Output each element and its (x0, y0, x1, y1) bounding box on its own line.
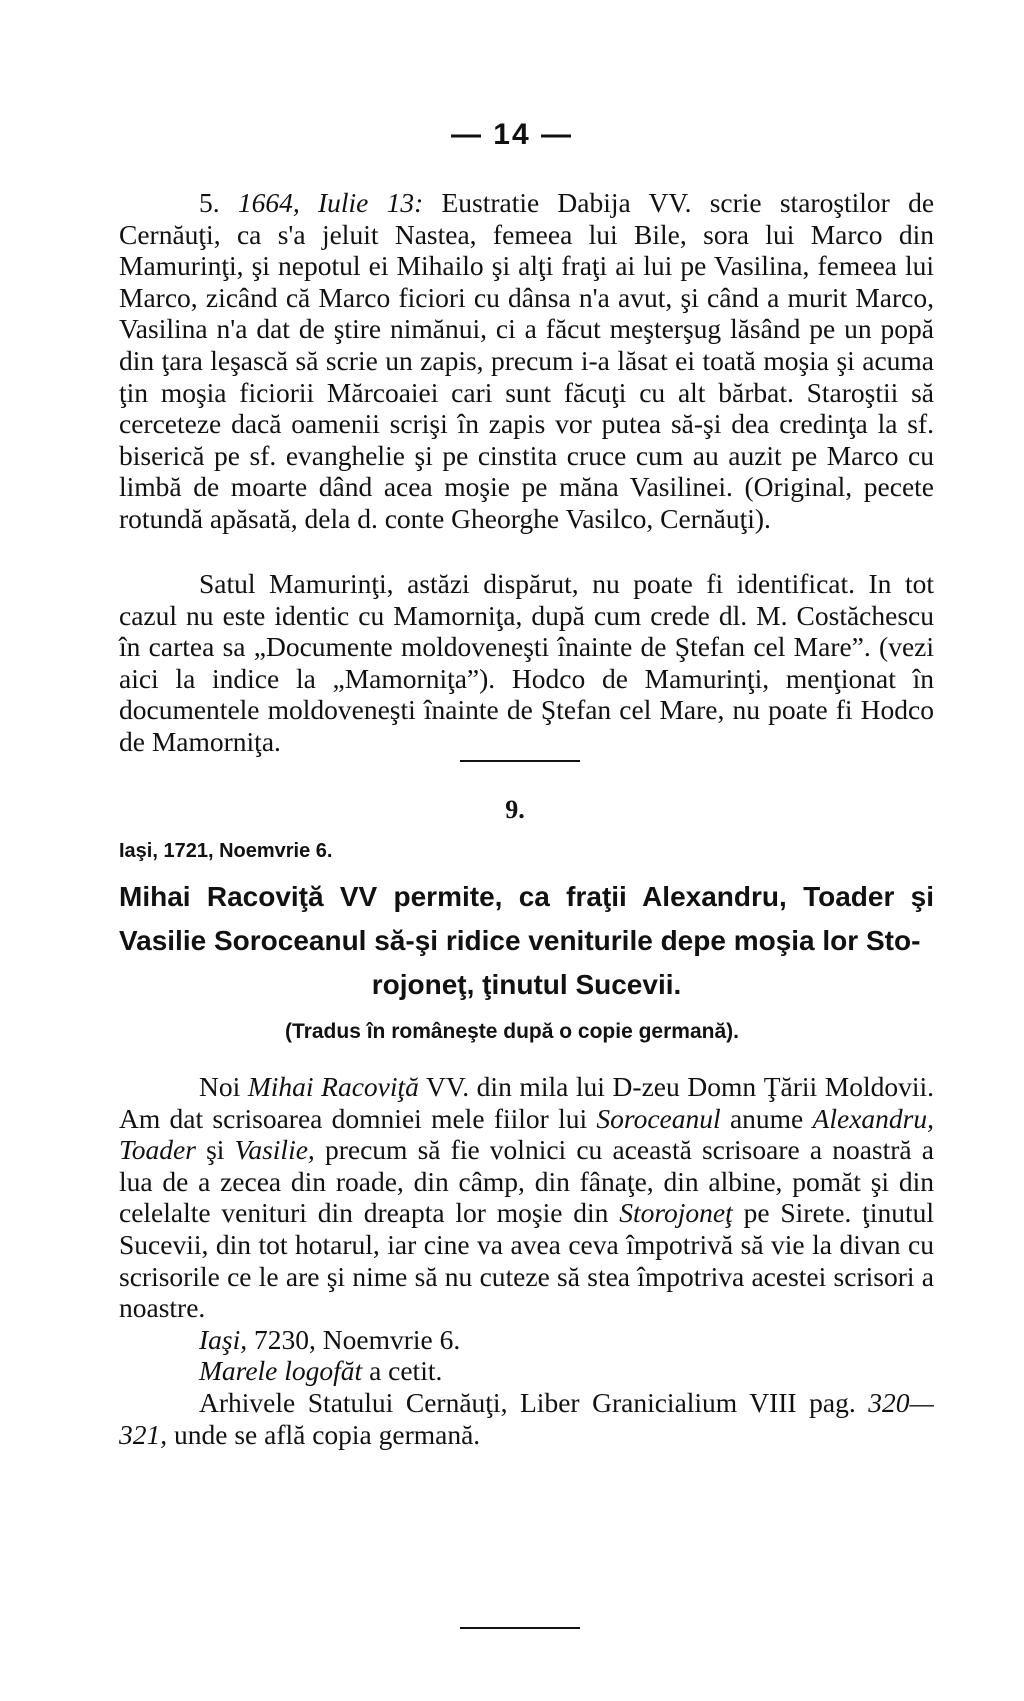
source-text-1: Arhivele Statului Cernăuţi, Liber Granicialium VIII pag. (199, 1386, 869, 1418)
note-5-number: 5. (199, 187, 220, 218)
body-text-2: VV. din mila lui D-zeu Domn Ţării Moldovii. Am dat scrisoarea domniei mele fiilor lui (119, 1071, 934, 1134)
document-title-main: Mihai Racoviţă VV permite, ca fraţii Alexandru, Toader şi Vasilie Soroceanul să-şi ridice veniturile depe moşia lor Sto- (119, 881, 934, 956)
source-pages: 320—321, (119, 1386, 934, 1450)
body-name-vasilie: Vasilie, (234, 1134, 315, 1166)
note-5-paragraph (119, 187, 934, 535)
document-body (119, 1071, 934, 1450)
body-name-voevod: Mihai Racoviţă (247, 1071, 419, 1102)
commentary-text: Satul Mamurinţi, astăzi dispărut, nu poate fi identificat. In tot cazul nu este identic cu Mamorniţa, după cum crede dl. M. Costăchescu în cartea sa „Documente moldoveneşti înainte de Ştefan cel Mare”. (vezi aici la indice la „Mamorniţa”). Hodco de Mamurinţi, menţionat în documentele moldoveneşti înainte de Ştefan cel Mare, nu poate fi Hodco de Mamorniţa. (119, 568, 934, 757)
body-name-alexandru-toader: Alexandru, Toader (119, 1102, 934, 1166)
note-5-date: 1664, Iulie 13: (237, 187, 424, 218)
body-text-5: precum să fie volnici cu această scrisoare a noastră a lua de a zecea din roade, din câmp, din fânaţe, din albine, pomăt şi din celelalte venituri din dreapta lor moşie din (119, 1134, 934, 1229)
document-body-paragraph (119, 1071, 934, 1324)
end-rule (460, 1627, 580, 1629)
body-place-storojonet: Storojoneţ (619, 1197, 733, 1229)
closing-place-date (119, 1324, 934, 1356)
body-text-1: Noi (199, 1071, 248, 1102)
body-text-3: anume (720, 1102, 813, 1134)
translation-note: (Tradus în româneşte după o copie germană). (285, 1020, 739, 1043)
document-place-date: Iaşi, 1721, Noemvrie 6. (119, 840, 333, 862)
source-text-2: unde se află copia germană. (167, 1418, 481, 1450)
separator-rule (460, 760, 580, 762)
logofat-title: Marele logofăt (199, 1355, 363, 1387)
body-text-6: pe Sirete. ţinutul Sucevii, din tot hotarul, iar cine va avea ceva împotrivă să vie la divan cu scrisorile ce le are şi nime să nu cuteze să stea împotriva acestei scrisori a noastre. (119, 1197, 934, 1324)
document-number: 9. (505, 795, 525, 824)
document-title-end: rojoneţ, ţinutul Sucevii. (371, 969, 682, 1000)
commentary-paragraph (119, 568, 934, 758)
body-name-soroceanul: Soroceanul (596, 1102, 721, 1134)
note-5-text: Eustratie Dabija VV. scrie staroştilor de Cernăuţi, ca s'a jeluit Nastea, femeea lui Bile, sora lui Marco din Mamurinţi, şi nepotul ei Mihailo şi alţi fraţi ai lui pe Vasilina, femeea lui Marco, zicând că Marco ficiori cu dânsa n'a avut, şi când a murit Marco, Vasilina n'a dat de ştire nimănui, ci a făcut meşterşug lăsând pe un popă din ţara leşască să scrie un zapis, precum i-a lăsat ei toată moşia şi acuma ţin moşia ficiorii Mărcoaiei cari sunt făcuţi cu alt bărbat. Staroştii să cerceteze dacă oamenii scrişi în zapis vor putea să-şi dea credinţa la sf. biserică pe sf. evanghelie şi pe cinstita cruce cum au auzit pe Marco cu limbă de moarte dând acea moşie pe măna Vasilinei. (Original, pecete rotundă apăsată, dela d. conte Gheorghe Vasilco, Cernăuţi). (119, 187, 935, 534)
body-text-4: şi (195, 1134, 235, 1166)
document-title (119, 875, 934, 1007)
logofat-line (119, 1355, 934, 1387)
page-number: — 14 — (450, 118, 574, 151)
closing-date: 7230, Noemvrie 6. (247, 1323, 461, 1355)
closing-place: Iaşi, (199, 1323, 248, 1355)
regest-note-5 (119, 187, 934, 535)
source-citation (119, 1387, 934, 1450)
logofat-rest: a cetit. (362, 1355, 443, 1387)
